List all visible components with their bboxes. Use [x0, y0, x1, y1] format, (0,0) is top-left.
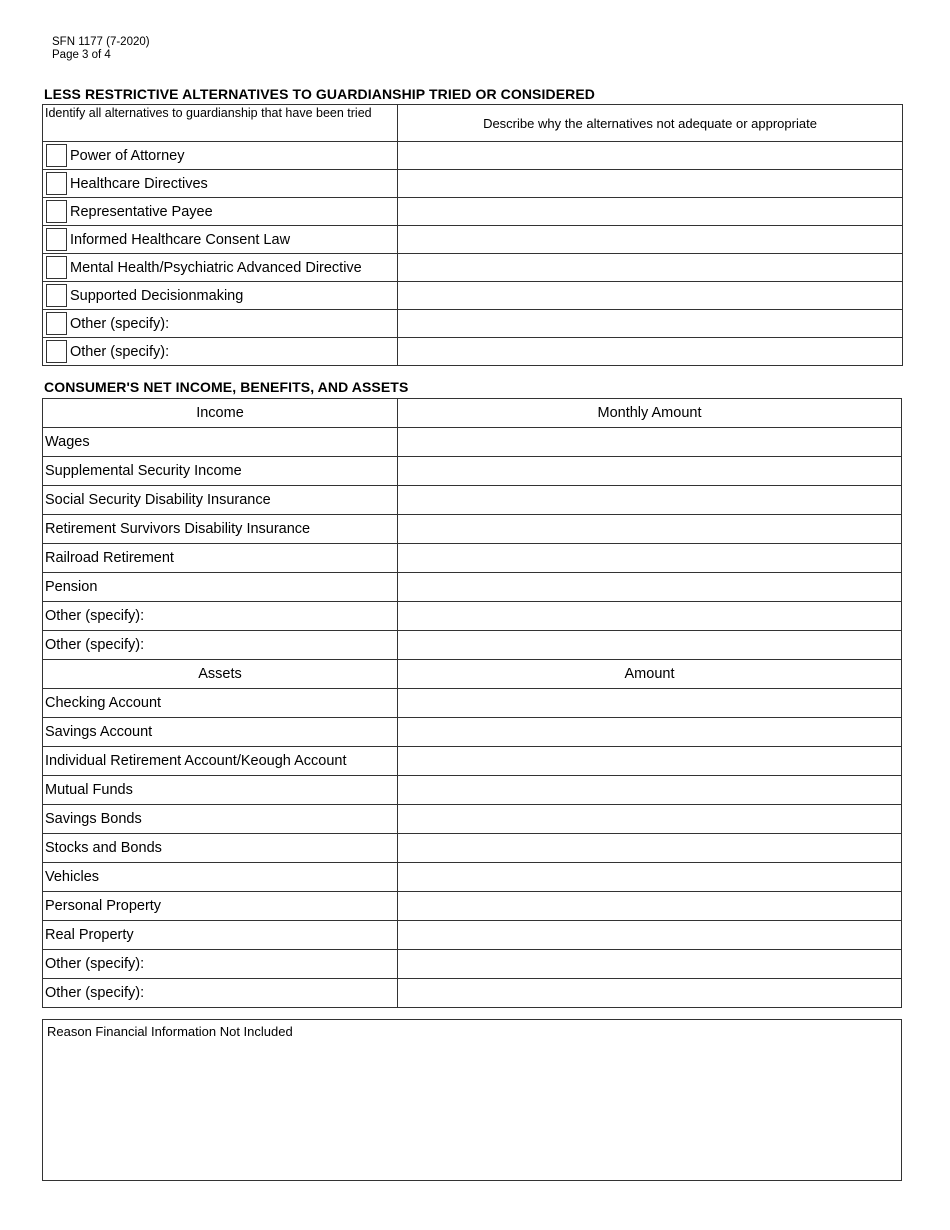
asset-amount-field[interactable] — [398, 747, 902, 776]
income-amount-field[interactable] — [398, 515, 902, 544]
alternative-description-field[interactable] — [398, 198, 903, 226]
income-label: Social Security Disability Insurance — [43, 486, 398, 515]
asset-label: Savings Account — [43, 718, 398, 747]
alternative-row — [43, 170, 903, 198]
alternative-label: Mental Health/Psychiatric Advanced Directive — [70, 259, 362, 276]
income-row — [43, 428, 902, 457]
alternative-label: Informed Healthcare Consent Law — [70, 231, 291, 248]
asset-label: Vehicles — [43, 863, 398, 892]
income-header-row — [43, 399, 902, 428]
asset-label: Other (specify): — [43, 950, 398, 979]
alternative-label: Other (specify): — [70, 315, 170, 332]
alternative-description-field[interactable] — [398, 226, 903, 254]
income-row — [43, 544, 902, 573]
asset-row — [43, 892, 902, 921]
asset-row — [43, 747, 902, 776]
alternative-row — [43, 142, 903, 170]
healthcare-directives-checkbox[interactable] — [46, 172, 67, 195]
asset-row — [43, 689, 902, 718]
form-header — [52, 36, 150, 62]
asset-label: Checking Account — [43, 689, 398, 718]
income-row — [43, 573, 902, 602]
alternative-description-field[interactable] — [398, 170, 903, 198]
asset-label: Individual Retirement Account/Keough Account — [43, 747, 398, 776]
income-amount-field[interactable] — [398, 631, 902, 660]
asset-row — [43, 776, 902, 805]
form-number: SFN 1177 (7-2020) — [52, 36, 150, 48]
other-alternative-checkbox[interactable] — [46, 312, 67, 335]
asset-row — [43, 805, 902, 834]
income-label: Retirement Survivors Disability Insurance — [43, 515, 398, 544]
alternative-row — [43, 226, 903, 254]
asset-label: Real Property — [43, 921, 398, 950]
alternative-label: Supported Decisionmaking — [70, 287, 244, 304]
asset-row — [43, 950, 902, 979]
alternative-label: Healthcare Directives — [70, 175, 208, 192]
asset-row — [43, 979, 902, 1008]
page-number: Page 3 of 4 — [52, 49, 111, 61]
representative-payee-checkbox[interactable] — [46, 200, 67, 223]
income-row — [43, 486, 902, 515]
alternative-label: Power of Attorney — [70, 147, 185, 164]
alternative-description-field[interactable] — [398, 310, 903, 338]
asset-amount-field[interactable] — [398, 805, 902, 834]
income-amount-field[interactable] — [398, 428, 902, 457]
alternative-row — [43, 338, 903, 366]
mental-health-directive-checkbox[interactable] — [46, 256, 67, 279]
alternative-description-field[interactable] — [398, 282, 903, 310]
income-label: Other (specify): — [43, 602, 398, 631]
alternative-row — [43, 282, 903, 310]
informed-healthcare-consent-checkbox[interactable] — [46, 228, 67, 251]
assets-header-row — [43, 660, 902, 689]
income-label: Railroad Retirement — [43, 544, 398, 573]
asset-label: Mutual Funds — [43, 776, 398, 805]
income-amount-field[interactable] — [398, 544, 902, 573]
asset-amount-field[interactable] — [398, 718, 902, 747]
reason-financial-info-field[interactable] — [42, 1019, 902, 1181]
income-label: Supplemental Security Income — [43, 457, 398, 486]
income-label: Other (specify): — [43, 631, 398, 660]
alternative-description-field[interactable] — [398, 338, 903, 366]
asset-row — [43, 863, 902, 892]
asset-amount-field[interactable] — [398, 979, 902, 1008]
alternative-row — [43, 254, 903, 282]
income-amount-field[interactable] — [398, 602, 902, 631]
other-alternative-checkbox[interactable] — [46, 340, 67, 363]
alternatives-section-title: LESS RESTRICTIVE ALTERNATIVES TO GUARDIANSHIP TRIED OR CONSIDERED — [44, 86, 595, 102]
asset-amount-field[interactable] — [398, 950, 902, 979]
income-assets-table — [42, 398, 902, 1008]
asset-label: Personal Property — [43, 892, 398, 921]
income-section-title: CONSUMER'S NET INCOME, BENEFITS, AND ASSETS — [44, 379, 409, 395]
alternative-label: Representative Payee — [70, 203, 213, 220]
assets-column-header: Assets — [43, 660, 398, 689]
asset-amount-field[interactable] — [398, 834, 902, 863]
income-amount-field[interactable] — [398, 573, 902, 602]
monthly-amount-column-header: Monthly Amount — [398, 399, 902, 428]
asset-row — [43, 921, 902, 950]
supported-decisionmaking-checkbox[interactable] — [46, 284, 67, 307]
asset-amount-field[interactable] — [398, 863, 902, 892]
asset-label: Stocks and Bonds — [43, 834, 398, 863]
income-row — [43, 631, 902, 660]
alternatives-table — [42, 104, 903, 366]
income-amount-field[interactable] — [398, 486, 902, 515]
reason-financial-info-label: Reason Financial Information Not Included — [47, 1024, 293, 1039]
income-column-header: Income — [43, 399, 398, 428]
income-row — [43, 515, 902, 544]
income-amount-field[interactable] — [398, 457, 902, 486]
income-row — [43, 457, 902, 486]
asset-label: Savings Bonds — [43, 805, 398, 834]
asset-amount-field[interactable] — [398, 921, 902, 950]
alternatives-header-right: Describe why the alternatives not adequate or appropriate — [398, 105, 903, 142]
asset-label: Other (specify): — [43, 979, 398, 1008]
alternative-row — [43, 198, 903, 226]
alternative-row — [43, 310, 903, 338]
asset-amount-field[interactable] — [398, 776, 902, 805]
asset-amount-field[interactable] — [398, 689, 902, 718]
asset-row — [43, 834, 902, 863]
asset-amount-field[interactable] — [398, 892, 902, 921]
alternative-label: Other (specify): — [70, 343, 170, 360]
alternative-description-field[interactable] — [398, 142, 903, 170]
income-row — [43, 602, 902, 631]
alternatives-header-left: Identify all alternatives to guardianship that have been tried — [43, 105, 398, 142]
income-label: Pension — [43, 573, 398, 602]
alternative-description-field[interactable] — [398, 254, 903, 282]
power-of-attorney-checkbox[interactable] — [46, 144, 67, 167]
income-label: Wages — [43, 428, 398, 457]
amount-column-header: Amount — [398, 660, 902, 689]
asset-row — [43, 718, 902, 747]
